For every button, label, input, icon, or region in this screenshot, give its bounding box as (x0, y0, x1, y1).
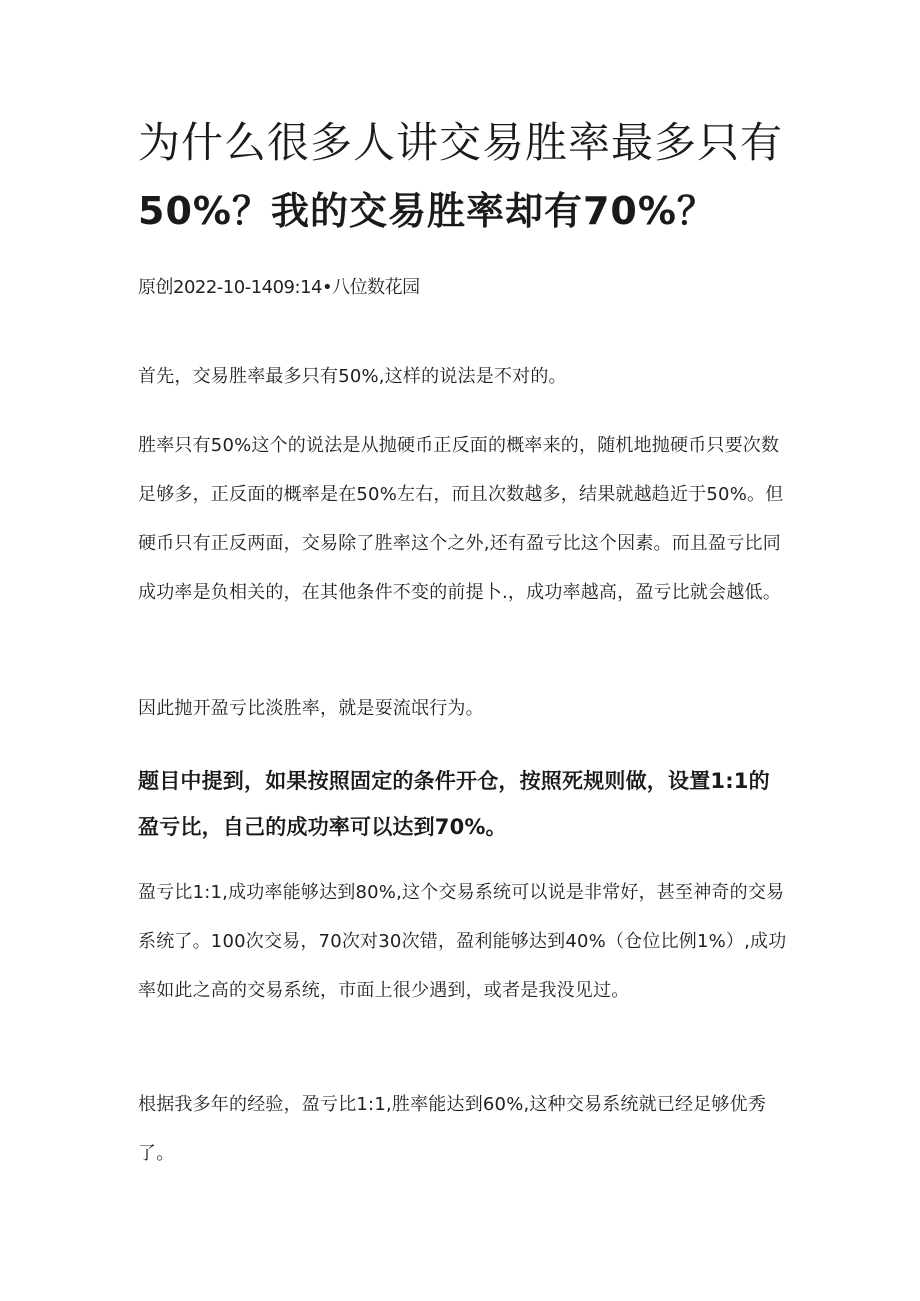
article-title-line-1: 为什么很多人讲交易胜率最多只有 (138, 118, 784, 167)
article-title-line-2: 50%？我的交易胜率却有70%？ (138, 189, 716, 233)
paragraph-2: 胜率只有50%这个的说法是从抛硬币正反面的概率来的，随机地抛硬币只要次数足够多，正反面的概率是在50%左右，而且次数越多，结果就越趋近于50%。但硬币只有正反两面，交易除了胜率这个之外,还有盈亏比这个因素。而且盈亏比同成功率是负相关的，在其他条件不变的前提卜.，成功率越高，盈亏比就会越低。 (138, 435, 784, 603)
paragraph-5: 根据我多年的经验，盈亏比1:1,胜率能达到60%,这种交易系统就已经足够优秀了。 (138, 1094, 767, 1164)
paragraph-1: 首先，交易胜率最多只有50%,这样的说法是不对的。 (138, 366, 567, 387)
article-meta: 原创2022-10-1409:14•八位数花园 (138, 277, 420, 298)
paragraph-3: 因此抛开盈亏比淡胜率，就是耍流氓行为。 (138, 698, 484, 719)
section-subheading: 题目中提到，如果按照固定的条件开仓，按照死规则做，设置1:1的盈亏比，自己的成功率可以达到70%。 (138, 769, 770, 839)
paragraph-4: 盈亏比1:1,成功率能够达到80%,这个交易系统可以说是非常好，甚至神奇的交易系统了。100次交易，70次对30次错，盈利能够达到40%（仓位比例1%）,成功率如此之高的交易系统，市面上很少遇到，或者是我没见过。 (138, 882, 787, 1001)
